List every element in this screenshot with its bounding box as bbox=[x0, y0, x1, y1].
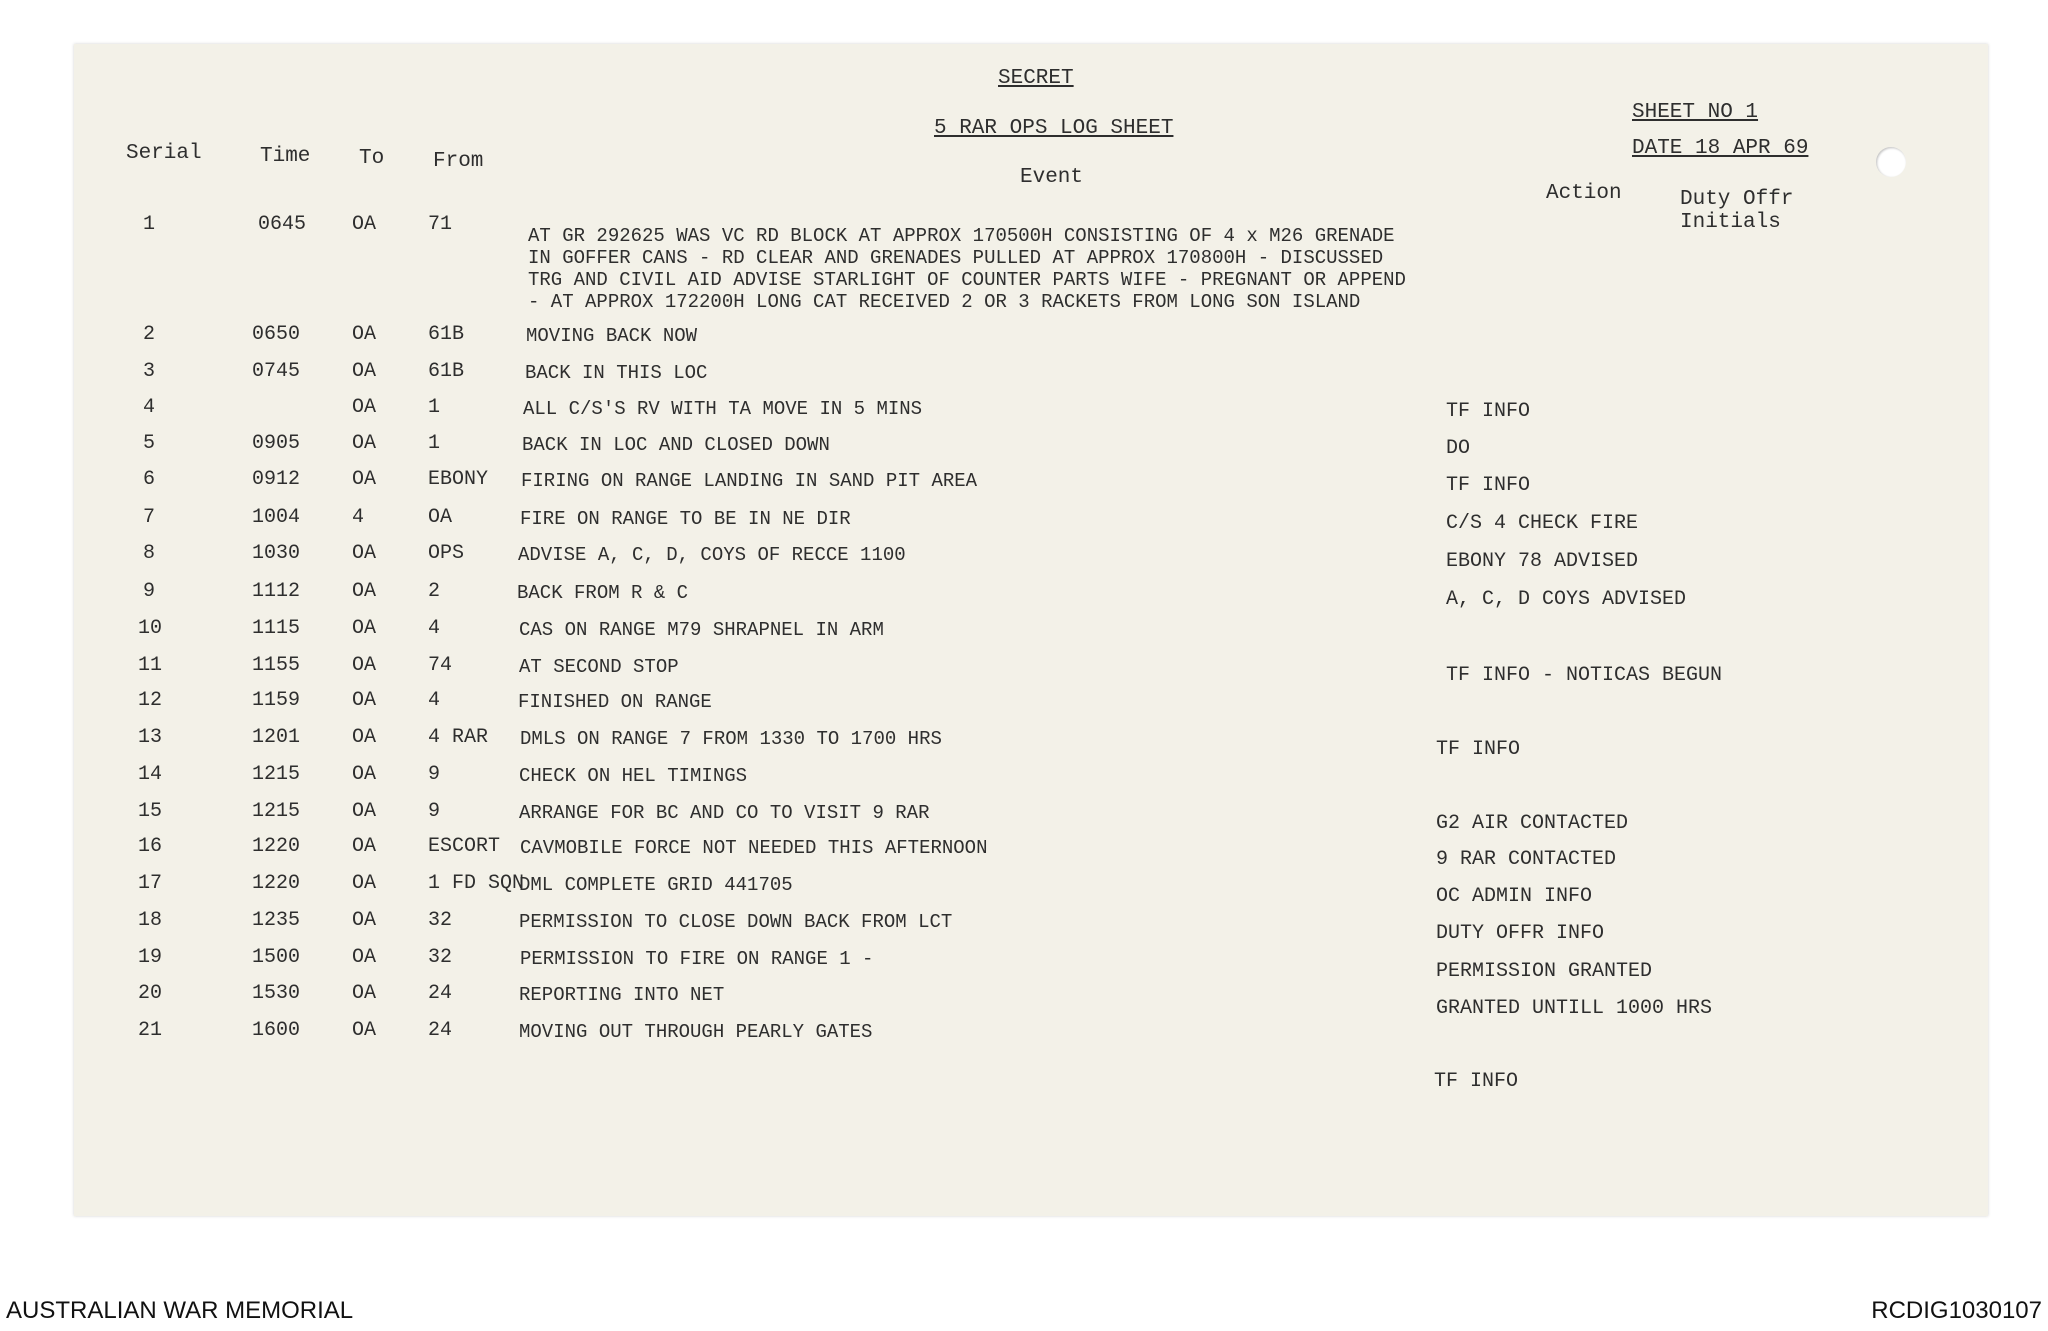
entry-from: 61B bbox=[428, 360, 465, 383]
entry-to: OA bbox=[352, 872, 377, 895]
entry-to: OA bbox=[352, 1019, 377, 1042]
entry-serial: 3 bbox=[143, 360, 156, 383]
entry-action: DO bbox=[1446, 437, 1471, 460]
entry-serial: 1 bbox=[143, 213, 156, 236]
entry-from: 1 bbox=[428, 396, 441, 419]
entry-from: 1 bbox=[428, 432, 441, 455]
entry-time: 1030 bbox=[252, 542, 301, 565]
entry-from: 24 bbox=[428, 1019, 453, 1042]
entry-action: TF INFO bbox=[1446, 400, 1531, 423]
entry-time: 1159 bbox=[252, 689, 301, 712]
entry-to: OA bbox=[352, 909, 377, 932]
entry-to: OA bbox=[352, 396, 377, 419]
entry-event: ALL C/S'S RV WITH TA MOVE IN 5 MINS bbox=[523, 398, 923, 420]
entry-to: OA bbox=[352, 432, 377, 455]
entry-action: GRANTED UNTILL 1000 HRS bbox=[1436, 997, 1713, 1020]
entry-from: 9 bbox=[428, 763, 441, 786]
entry-action: TF INFO bbox=[1446, 474, 1531, 497]
entry-serial: 5 bbox=[143, 432, 156, 455]
entry-event: MOVING BACK NOW bbox=[526, 325, 698, 347]
col-header-from: From bbox=[433, 150, 484, 173]
classification-label: SECRET bbox=[998, 67, 1074, 90]
entry-to: OA bbox=[352, 213, 377, 236]
col-header-to: To bbox=[359, 147, 385, 170]
entry-action: PERMISSION GRANTED bbox=[1436, 960, 1653, 983]
entry-event: CHECK ON HEL TIMINGS bbox=[519, 765, 748, 787]
entry-time: 1115 bbox=[252, 617, 301, 640]
entry-time: 1530 bbox=[252, 982, 301, 1005]
entry-to: OA bbox=[352, 763, 377, 786]
entry-event: DMLS ON RANGE 7 FROM 1330 TO 1700 HRS bbox=[520, 728, 942, 750]
entry-to: OA bbox=[352, 835, 377, 858]
entry-to: OA bbox=[352, 726, 377, 749]
entry-serial: 16 bbox=[138, 835, 163, 858]
sheet-title: 5 RAR OPS LOG SHEET bbox=[934, 117, 1174, 140]
entry-event: AT GR 292625 WAS VC RD BLOCK AT APPROX 170500H CONSISTING OF 4 x M26 GRENADE IN GOFFER CANS - RD CLEAR AND GRENADES PULLED AT APPROX 170800H - DISCUSSED TRG AND CIVIL AID ADVISE STARLIGHT OF COUNTER PARTS WIFE - PREGNANT OR APPEND - AT APPROX 172200H LONG CAT RECEIVED 2 OR 3 RACKETS FROM LONG SON ISLAND bbox=[528, 225, 1406, 313]
entry-from: 74 bbox=[428, 654, 453, 677]
entry-action: TF INFO bbox=[1436, 738, 1521, 761]
entry-serial: 11 bbox=[138, 654, 163, 677]
entry-serial: 9 bbox=[143, 580, 156, 603]
entry-serial: 2 bbox=[143, 323, 156, 346]
entry-event: DML COMPLETE GRID 441705 bbox=[519, 874, 793, 896]
entry-to: OA bbox=[352, 580, 377, 603]
entry-serial: 15 bbox=[138, 800, 163, 823]
entry-serial: 20 bbox=[138, 982, 163, 1005]
col-header-action: Action bbox=[1546, 182, 1622, 205]
trailing-action-note: TF INFO bbox=[1434, 1070, 1519, 1093]
entry-time: 1235 bbox=[252, 909, 301, 932]
entry-to: OA bbox=[352, 323, 377, 346]
col-header-event: Event bbox=[1020, 166, 1084, 189]
entry-time: 0912 bbox=[252, 468, 301, 491]
col-header-time: Time bbox=[260, 145, 311, 168]
entry-time: 1600 bbox=[252, 1019, 301, 1042]
entry-event: REPORTING INTO NET bbox=[519, 984, 725, 1006]
entry-serial: 12 bbox=[138, 689, 163, 712]
entry-serial: 8 bbox=[143, 542, 156, 565]
entry-time: 1155 bbox=[252, 654, 301, 677]
entry-event: ADVISE A, C, D, COYS OF RECCE 1100 bbox=[518, 544, 906, 566]
entry-action: OC ADMIN INFO bbox=[1436, 885, 1593, 908]
entry-action: 9 RAR CONTACTED bbox=[1436, 848, 1617, 871]
entry-event: AT SECOND STOP bbox=[519, 656, 679, 678]
entry-serial: 13 bbox=[138, 726, 163, 749]
entry-from: OPS bbox=[428, 542, 465, 565]
entry-serial: 6 bbox=[143, 468, 156, 491]
entry-to: OA bbox=[352, 617, 377, 640]
entry-from: 32 bbox=[428, 946, 453, 969]
entry-from: 71 bbox=[428, 213, 453, 236]
entry-action: TF INFO - NOTICAS BEGUN bbox=[1446, 664, 1723, 687]
entry-action: G2 AIR CONTACTED bbox=[1436, 812, 1629, 835]
entry-serial: 21 bbox=[138, 1019, 163, 1042]
entry-event: BACK FROM R & C bbox=[517, 582, 689, 604]
entry-to: OA bbox=[352, 468, 377, 491]
entry-time: 1201 bbox=[252, 726, 301, 749]
entry-from: 4 bbox=[428, 689, 441, 712]
entry-serial: 14 bbox=[138, 763, 163, 786]
entry-to: OA bbox=[352, 654, 377, 677]
entry-time: 0650 bbox=[252, 323, 301, 346]
entry-to: 4 bbox=[352, 506, 365, 529]
entry-action: C/S 4 CHECK FIRE bbox=[1446, 512, 1639, 535]
entry-to: OA bbox=[352, 800, 377, 823]
sheet-date: DATE 18 APR 69 bbox=[1632, 137, 1809, 160]
entry-time: 1215 bbox=[252, 800, 301, 823]
entry-from: 2 bbox=[428, 580, 441, 603]
entry-time: 1220 bbox=[252, 872, 301, 895]
entry-event: BACK IN THIS LOC bbox=[525, 362, 708, 384]
entry-time: 0645 bbox=[258, 213, 307, 236]
col-header-serial: Serial bbox=[126, 142, 202, 165]
entry-from: 1 FD SQN bbox=[428, 872, 525, 895]
entry-from: 24 bbox=[428, 982, 453, 1005]
entry-to: OA bbox=[352, 360, 377, 383]
entry-from: ESCORT bbox=[428, 835, 501, 858]
footer-institution: AUSTRALIAN WAR MEMORIAL bbox=[6, 1297, 354, 1324]
entry-to: OA bbox=[352, 542, 377, 565]
entry-time: 1004 bbox=[252, 506, 301, 529]
entry-event: MOVING OUT THROUGH PEARLY GATES bbox=[519, 1021, 873, 1043]
entry-event: CAS ON RANGE M79 SHRAPNEL IN ARM bbox=[519, 619, 884, 641]
entry-from: 9 bbox=[428, 800, 441, 823]
entry-time: 1215 bbox=[252, 763, 301, 786]
entry-to: OA bbox=[352, 689, 377, 712]
entry-serial: 17 bbox=[138, 872, 163, 895]
entry-action: DUTY OFFR INFO bbox=[1436, 922, 1605, 945]
sheet-number: SHEET NO 1 bbox=[1632, 101, 1759, 124]
entry-time: 0905 bbox=[252, 432, 301, 455]
entry-event: BACK IN LOC AND CLOSED DOWN bbox=[522, 434, 830, 456]
entry-serial: 19 bbox=[138, 946, 163, 969]
entry-from: 4 RAR bbox=[428, 726, 489, 749]
entry-time: 1112 bbox=[252, 580, 301, 603]
entry-to: OA bbox=[352, 982, 377, 1005]
entry-from: 4 bbox=[428, 617, 441, 640]
entry-to: OA bbox=[352, 946, 377, 969]
entry-serial: 4 bbox=[143, 396, 156, 419]
entry-serial: 10 bbox=[138, 617, 163, 640]
entry-event: PERMISSION TO CLOSE DOWN BACK FROM LCT bbox=[519, 911, 953, 933]
punch-hole bbox=[1876, 147, 1906, 177]
entry-serial: 7 bbox=[143, 506, 156, 529]
entry-event: ARRANGE FOR BC AND CO TO VISIT 9 RAR bbox=[519, 802, 930, 824]
entry-action: A, C, D COYS ADVISED bbox=[1446, 588, 1687, 611]
entry-from: EBONY bbox=[428, 468, 489, 491]
entry-event: CAVMOBILE FORCE NOT NEEDED THIS AFTERNOON bbox=[520, 837, 988, 859]
entry-from: 61B bbox=[428, 323, 465, 346]
entry-event: PERMISSION TO FIRE ON RANGE 1 - bbox=[520, 948, 874, 970]
footer-record-id: RCDIG1030107 bbox=[1871, 1297, 2042, 1324]
entry-serial: 18 bbox=[138, 909, 163, 932]
entry-action: EBONY 78 ADVISED bbox=[1446, 550, 1639, 573]
col-header-initials: Initials bbox=[1680, 211, 1781, 234]
entry-event: FIRING ON RANGE LANDING IN SAND PIT AREA bbox=[521, 470, 978, 492]
col-header-duty-offr: Duty Offr bbox=[1680, 188, 1794, 211]
entry-time: 1500 bbox=[252, 946, 301, 969]
entry-from: OA bbox=[428, 506, 453, 529]
entry-event: FINISHED ON RANGE bbox=[518, 691, 712, 713]
entry-time: 1220 bbox=[252, 835, 301, 858]
entry-from: 32 bbox=[428, 909, 453, 932]
entry-time: 0745 bbox=[252, 360, 301, 383]
entry-event: FIRE ON RANGE TO BE IN NE DIR bbox=[520, 508, 851, 530]
